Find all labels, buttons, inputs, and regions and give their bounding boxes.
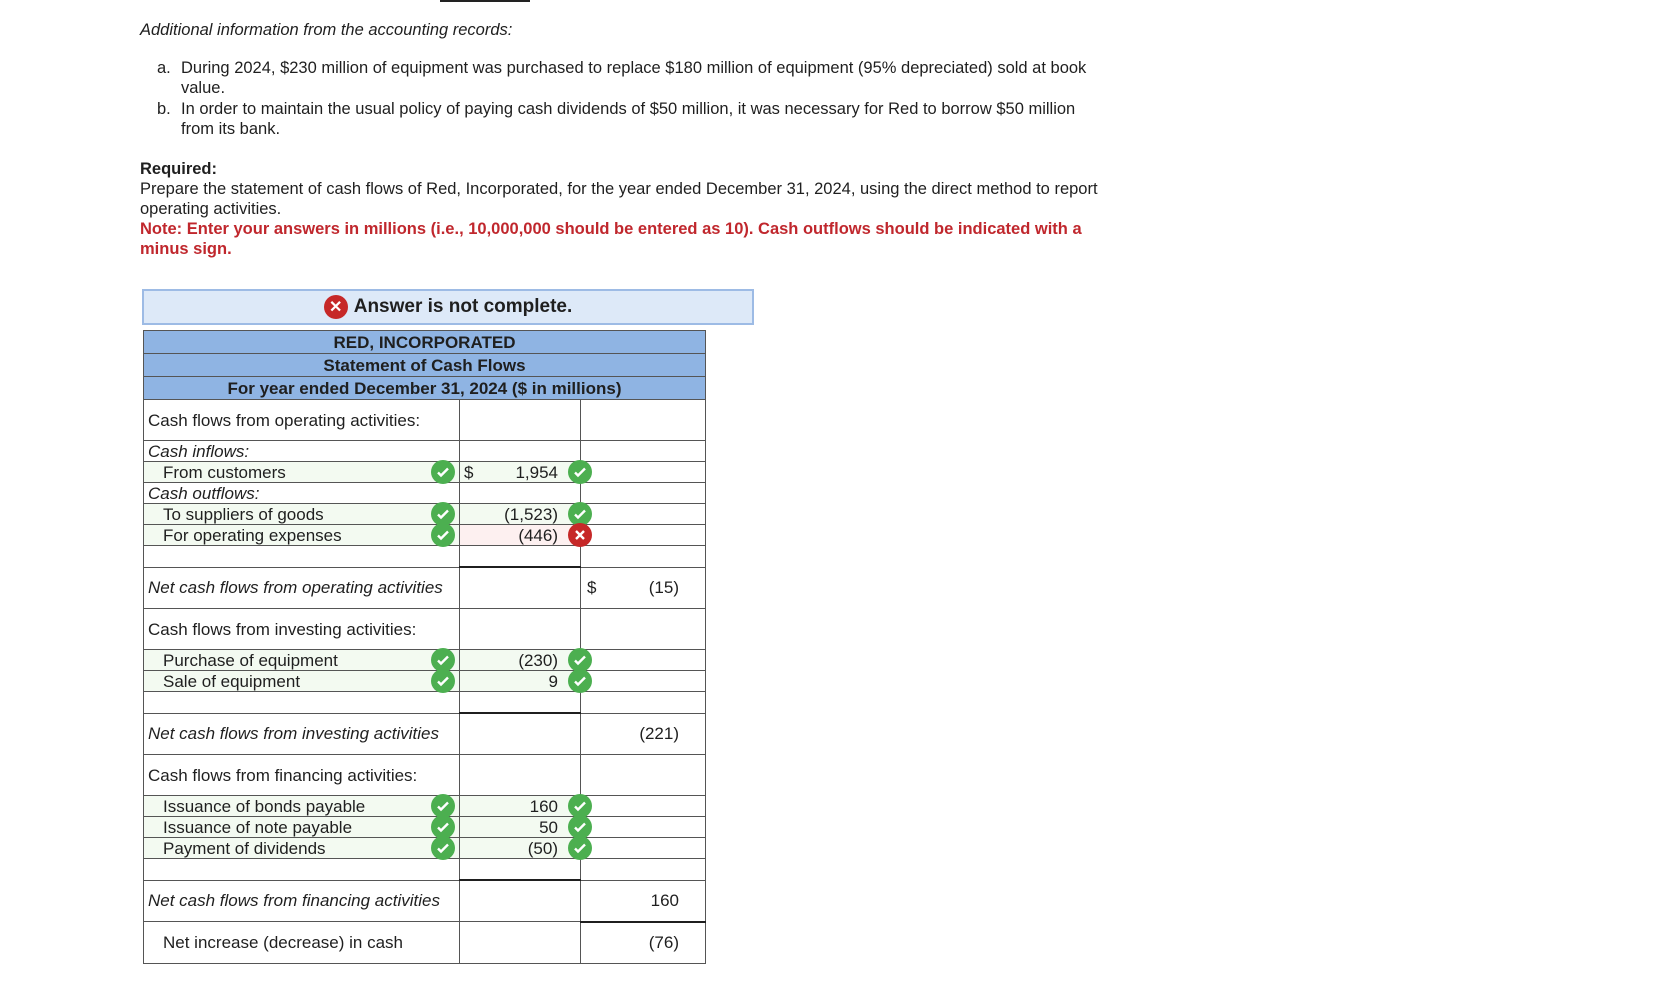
net-change-value: (76) xyxy=(581,922,706,964)
bonds-select[interactable]: Issuance of bonds payable xyxy=(144,796,460,817)
problem-text xyxy=(140,20,1100,259)
check-icon xyxy=(568,669,592,693)
check-icon xyxy=(431,669,455,693)
error-x-icon xyxy=(568,523,592,547)
error-x-icon: ✕ xyxy=(324,295,348,319)
net-operating-label: Net cash flows from operating activities xyxy=(144,567,460,609)
blank-input[interactable] xyxy=(460,692,581,714)
statement-title: Statement of Cash Flows xyxy=(144,354,706,377)
check-icon xyxy=(431,523,455,547)
check-icon xyxy=(431,836,455,860)
from-customers-select[interactable]: From customers xyxy=(144,462,460,483)
net-financing-value: 160 xyxy=(581,880,706,922)
company-name: RED, INCORPORATED xyxy=(144,331,706,354)
outflows-label: Cash outflows: xyxy=(144,483,460,504)
dividends-input[interactable]: (50) xyxy=(460,838,581,859)
info-item-b: b. In order to maintain the usual policy of paying cash dividends of $50 million, it was necessary for Red to borrow $50 million from its bank. xyxy=(157,100,1076,138)
dividends-select[interactable]: Payment of dividends xyxy=(144,838,460,859)
answer-status-banner xyxy=(142,289,754,325)
suppliers-select[interactable]: To suppliers of goods xyxy=(144,504,460,525)
net-change-label: Net increase (decrease) in cash xyxy=(144,922,460,964)
net-financing-label: Net cash flows from financing activities xyxy=(144,880,460,922)
cash-flow-statement xyxy=(143,330,706,964)
blank-select[interactable] xyxy=(144,546,460,568)
operating-heading: Cash flows from operating activities: xyxy=(144,400,460,441)
note-payable-input[interactable]: 50 xyxy=(460,817,581,838)
purchase-equipment-select[interactable]: Purchase of equipment xyxy=(144,650,460,671)
suppliers-input[interactable]: (1,523) xyxy=(460,504,581,525)
operating-expenses-select[interactable]: For operating expenses xyxy=(144,525,460,546)
net-operating-value: $ (15) xyxy=(581,567,706,609)
blank-input[interactable] xyxy=(460,859,581,881)
purchase-equipment-input[interactable]: (230) xyxy=(460,650,581,671)
blank-select[interactable] xyxy=(144,692,460,714)
statement-period: For year ended December 31, 2024 ($ in millions) xyxy=(144,377,706,400)
intro-title: Additional information from the accounting records: xyxy=(140,21,513,39)
investing-heading: Cash flows from investing activities: xyxy=(144,609,460,650)
from-customers-input[interactable]: $ 1,954 xyxy=(460,462,581,483)
note-payable-select[interactable]: Issuance of note payable xyxy=(144,817,460,838)
inflows-label: Cash inflows: xyxy=(144,441,460,462)
required-text: Prepare the statement of cash flows of Red, Incorporated, for the year ended December 31, 2024, using the direct method to report operating activities. xyxy=(140,180,1098,218)
net-investing-label: Net cash flows from investing activities xyxy=(144,713,460,755)
financing-heading: Cash flows from financing activities: xyxy=(144,755,460,796)
sale-equipment-select[interactable]: Sale of equipment xyxy=(144,671,460,692)
operating-expenses-input[interactable]: (446) xyxy=(460,525,581,546)
blank-input[interactable] xyxy=(460,546,581,568)
info-item-a: a. During 2024, $230 million of equipment was purchased to replace $180 million of equipment (95% depreciated) sold at book value. xyxy=(157,59,1087,97)
blank-select[interactable] xyxy=(144,859,460,881)
info-list xyxy=(140,58,1100,139)
check-icon xyxy=(568,460,592,484)
bonds-input[interactable]: 160 xyxy=(460,796,581,817)
net-investing-value: (221) xyxy=(581,713,706,755)
check-icon xyxy=(431,460,455,484)
sale-equipment-input[interactable]: 9 xyxy=(460,671,581,692)
top-divider xyxy=(440,0,530,2)
note-text: Note: Enter your answers in millions (i.e., 10,000,000 should be entered as 10). Cash outflows should be indicated with a minus sign. xyxy=(140,220,1082,258)
check-icon xyxy=(568,836,592,860)
required-label: Required: xyxy=(140,160,218,178)
banner-text: Answer is not complete. xyxy=(353,296,573,317)
